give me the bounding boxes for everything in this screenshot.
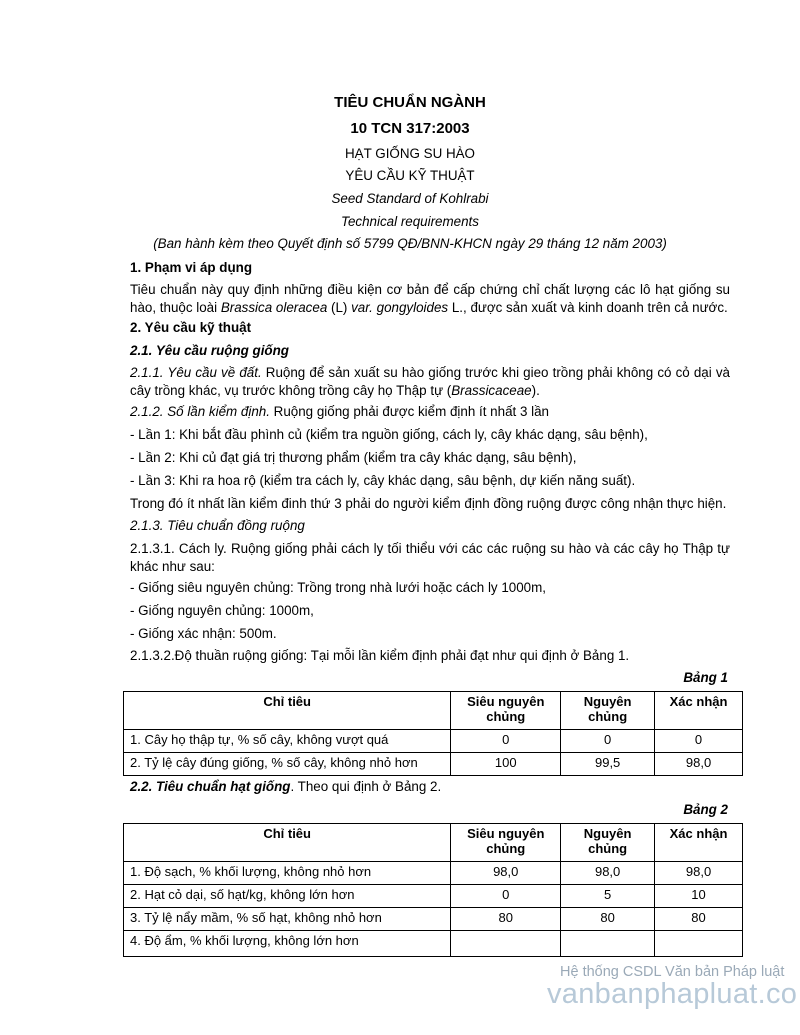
section-2-1-3-2-paragraph: 2.1.3.2.Độ thuần ruộng giống: Tại mỗi lần kiểm định phải đạt như qui định ở Bảng 1. <box>130 648 630 663</box>
table-cell: 0 <box>561 730 655 753</box>
table-cell: 2. Tỷ lệ cây đúng giống, % số cây, không nhỏ hơn <box>124 753 451 776</box>
table-row <box>124 908 743 931</box>
document-title: TIÊU CHUẨN NGÀNH <box>334 94 486 111</box>
table-cell: 1. Độ sạch, % khối lượng, không nhỏ hơn <box>124 862 451 885</box>
table-cell: 98,0 <box>451 862 561 885</box>
table-cell: 3. Tỷ lệ nẩy mầm, % số hạt, không nhỏ hơn <box>124 908 451 931</box>
table-cell: 0 <box>451 730 561 753</box>
table-row <box>124 885 743 908</box>
table-2-header: Siêu nguyên chủng <box>451 824 561 862</box>
document-subtitle-requirements: YÊU CẦU KỸ THUẬT <box>345 168 475 183</box>
table-cell: 80 <box>655 908 743 931</box>
table-2-header: Chỉ tiêu <box>124 824 451 862</box>
inspection-note: Trong đó ít nhất lần kiểm đinh thứ 3 phải do người kiểm định đồng ruộng được công nhận thực hiện. <box>130 496 727 511</box>
table-1-header-row <box>124 692 743 730</box>
section-2-1-1-paragraph: 2.1.1. Yêu cầu về đất. Ruộng để sản xuất su hào giống trước khi gieo trồng phải không có cỏ dại và cây trồng khác, vụ trước không trồng cây họ Thập tự (Brassicaceae). <box>130 365 730 398</box>
isolation-2: - Giống nguyên chủng: 1000m, <box>130 603 314 618</box>
table-cell: 100 <box>451 753 561 776</box>
section-2-1-3-heading: 2.1.3. Tiêu chuẩn đồng ruộng <box>130 518 305 533</box>
table-2-header: Nguyên chủng <box>561 824 655 862</box>
inspection-2: - Lần 2: Khi củ đạt giá trị thương phẩm (kiểm tra cây khác dạng, sâu bệnh), <box>130 450 577 465</box>
inspection-1: - Lần 1: Khi bắt đầu phình củ (kiểm tra nguồn giống, cách ly, cây khác dạng, sâu bệnh), <box>130 427 648 442</box>
table-row <box>124 862 743 885</box>
table-1-caption: Bảng 1 <box>683 670 728 685</box>
table-cell: 0 <box>451 885 561 908</box>
table-2-header-row <box>124 824 743 862</box>
table-cell: 10 <box>655 885 743 908</box>
table-cell: 2. Hạt cỏ dại, số hạt/kg, không lớn hơn <box>124 885 451 908</box>
table-cell <box>561 931 655 957</box>
table-1-header: Siêu nguyên chủng <box>451 692 561 730</box>
section-1-heading: 1. Phạm vi áp dụng <box>130 260 253 275</box>
watermark-site: vanbanphapluat.co <box>547 978 798 1010</box>
section-2-1-heading: 2.1. Yêu cầu ruộng giống <box>130 343 289 358</box>
table-cell: 1. Cây họ thập tự, % số cây, không vượt quá <box>124 730 451 753</box>
section-2-2-paragraph: 2.2. Tiêu chuẩn hạt giống. Theo qui định ở Bảng 2. <box>130 779 442 794</box>
section-2-1-3-1-paragraph: 2.1.3.1. Cách ly. Ruộng giống phải cách ly tối thiểu với các các ruộng su hào và các cây họ Thập tự khác như sau: <box>130 541 730 574</box>
table-cell: 0 <box>655 730 743 753</box>
document-subtitle: HẠT GIỐNG SU HÀO <box>345 146 475 161</box>
isolation-1: - Giống siêu nguyên chủng: Trồng trong nhà lưới hoặc cách ly 1000m, <box>130 580 546 595</box>
table-cell <box>655 931 743 957</box>
watermark-caption: Hệ thống CSDL Văn bản Pháp luật <box>560 964 785 980</box>
table-cell: 4. Độ ẩm, % khối lượng, không lớn hơn <box>124 931 451 957</box>
section-1-paragraph: Tiêu chuẩn này quy định những điều kiện cơ bản để cấp chứng chỉ chất lượng các lô hạt giống su hào, thuộc loài Brassica oleracea (L) var. gongyloides L., được sản xuất và kinh doanh trên cả nước. <box>130 282 730 315</box>
table-cell <box>451 931 561 957</box>
section-2-1-2-paragraph: 2.1.2. Số lần kiểm định. Ruộng giống phải được kiểm định ít nhất 3 lần <box>130 404 549 419</box>
table-cell: 80 <box>561 908 655 931</box>
table-1-header: Xác nhận <box>655 692 743 730</box>
table-1-header: Nguyên chủng <box>561 692 655 730</box>
table-cell: 98,0 <box>655 862 743 885</box>
table-row <box>124 753 743 776</box>
table-2 <box>123 823 743 957</box>
table-cell: 5 <box>561 885 655 908</box>
table-row <box>124 730 743 753</box>
table-2-header: Xác nhận <box>655 824 743 862</box>
table-2-caption: Bảng 2 <box>683 802 728 817</box>
issuance-note: (Ban hành kèm theo Quyết định số 5799 QĐ/BNN-KHCN ngày 29 tháng 12 năm 2003) <box>153 236 667 251</box>
document-title-en: Seed Standard of Kohlrabi <box>331 191 489 206</box>
table-cell: 98,0 <box>561 862 655 885</box>
isolation-3: - Giống xác nhận: 500m. <box>130 626 277 641</box>
inspection-3: - Lần 3: Khi ra hoa rộ (kiểm tra cách ly, cây khác dạng, sâu bệnh, dự kiến năng suất). <box>130 473 636 488</box>
document-subtitle-en: Technical requirements <box>341 214 479 229</box>
table-cell: 98,0 <box>655 753 743 776</box>
document-code: 10 TCN 317:2003 <box>350 120 470 137</box>
table-cell: 99,5 <box>561 753 655 776</box>
section-2-heading: 2. Yêu cầu kỹ thuật <box>130 320 252 335</box>
table-1 <box>123 691 743 776</box>
table-cell: 80 <box>451 908 561 931</box>
table-1-header: Chỉ tiêu <box>124 692 451 730</box>
table-row <box>124 931 743 957</box>
